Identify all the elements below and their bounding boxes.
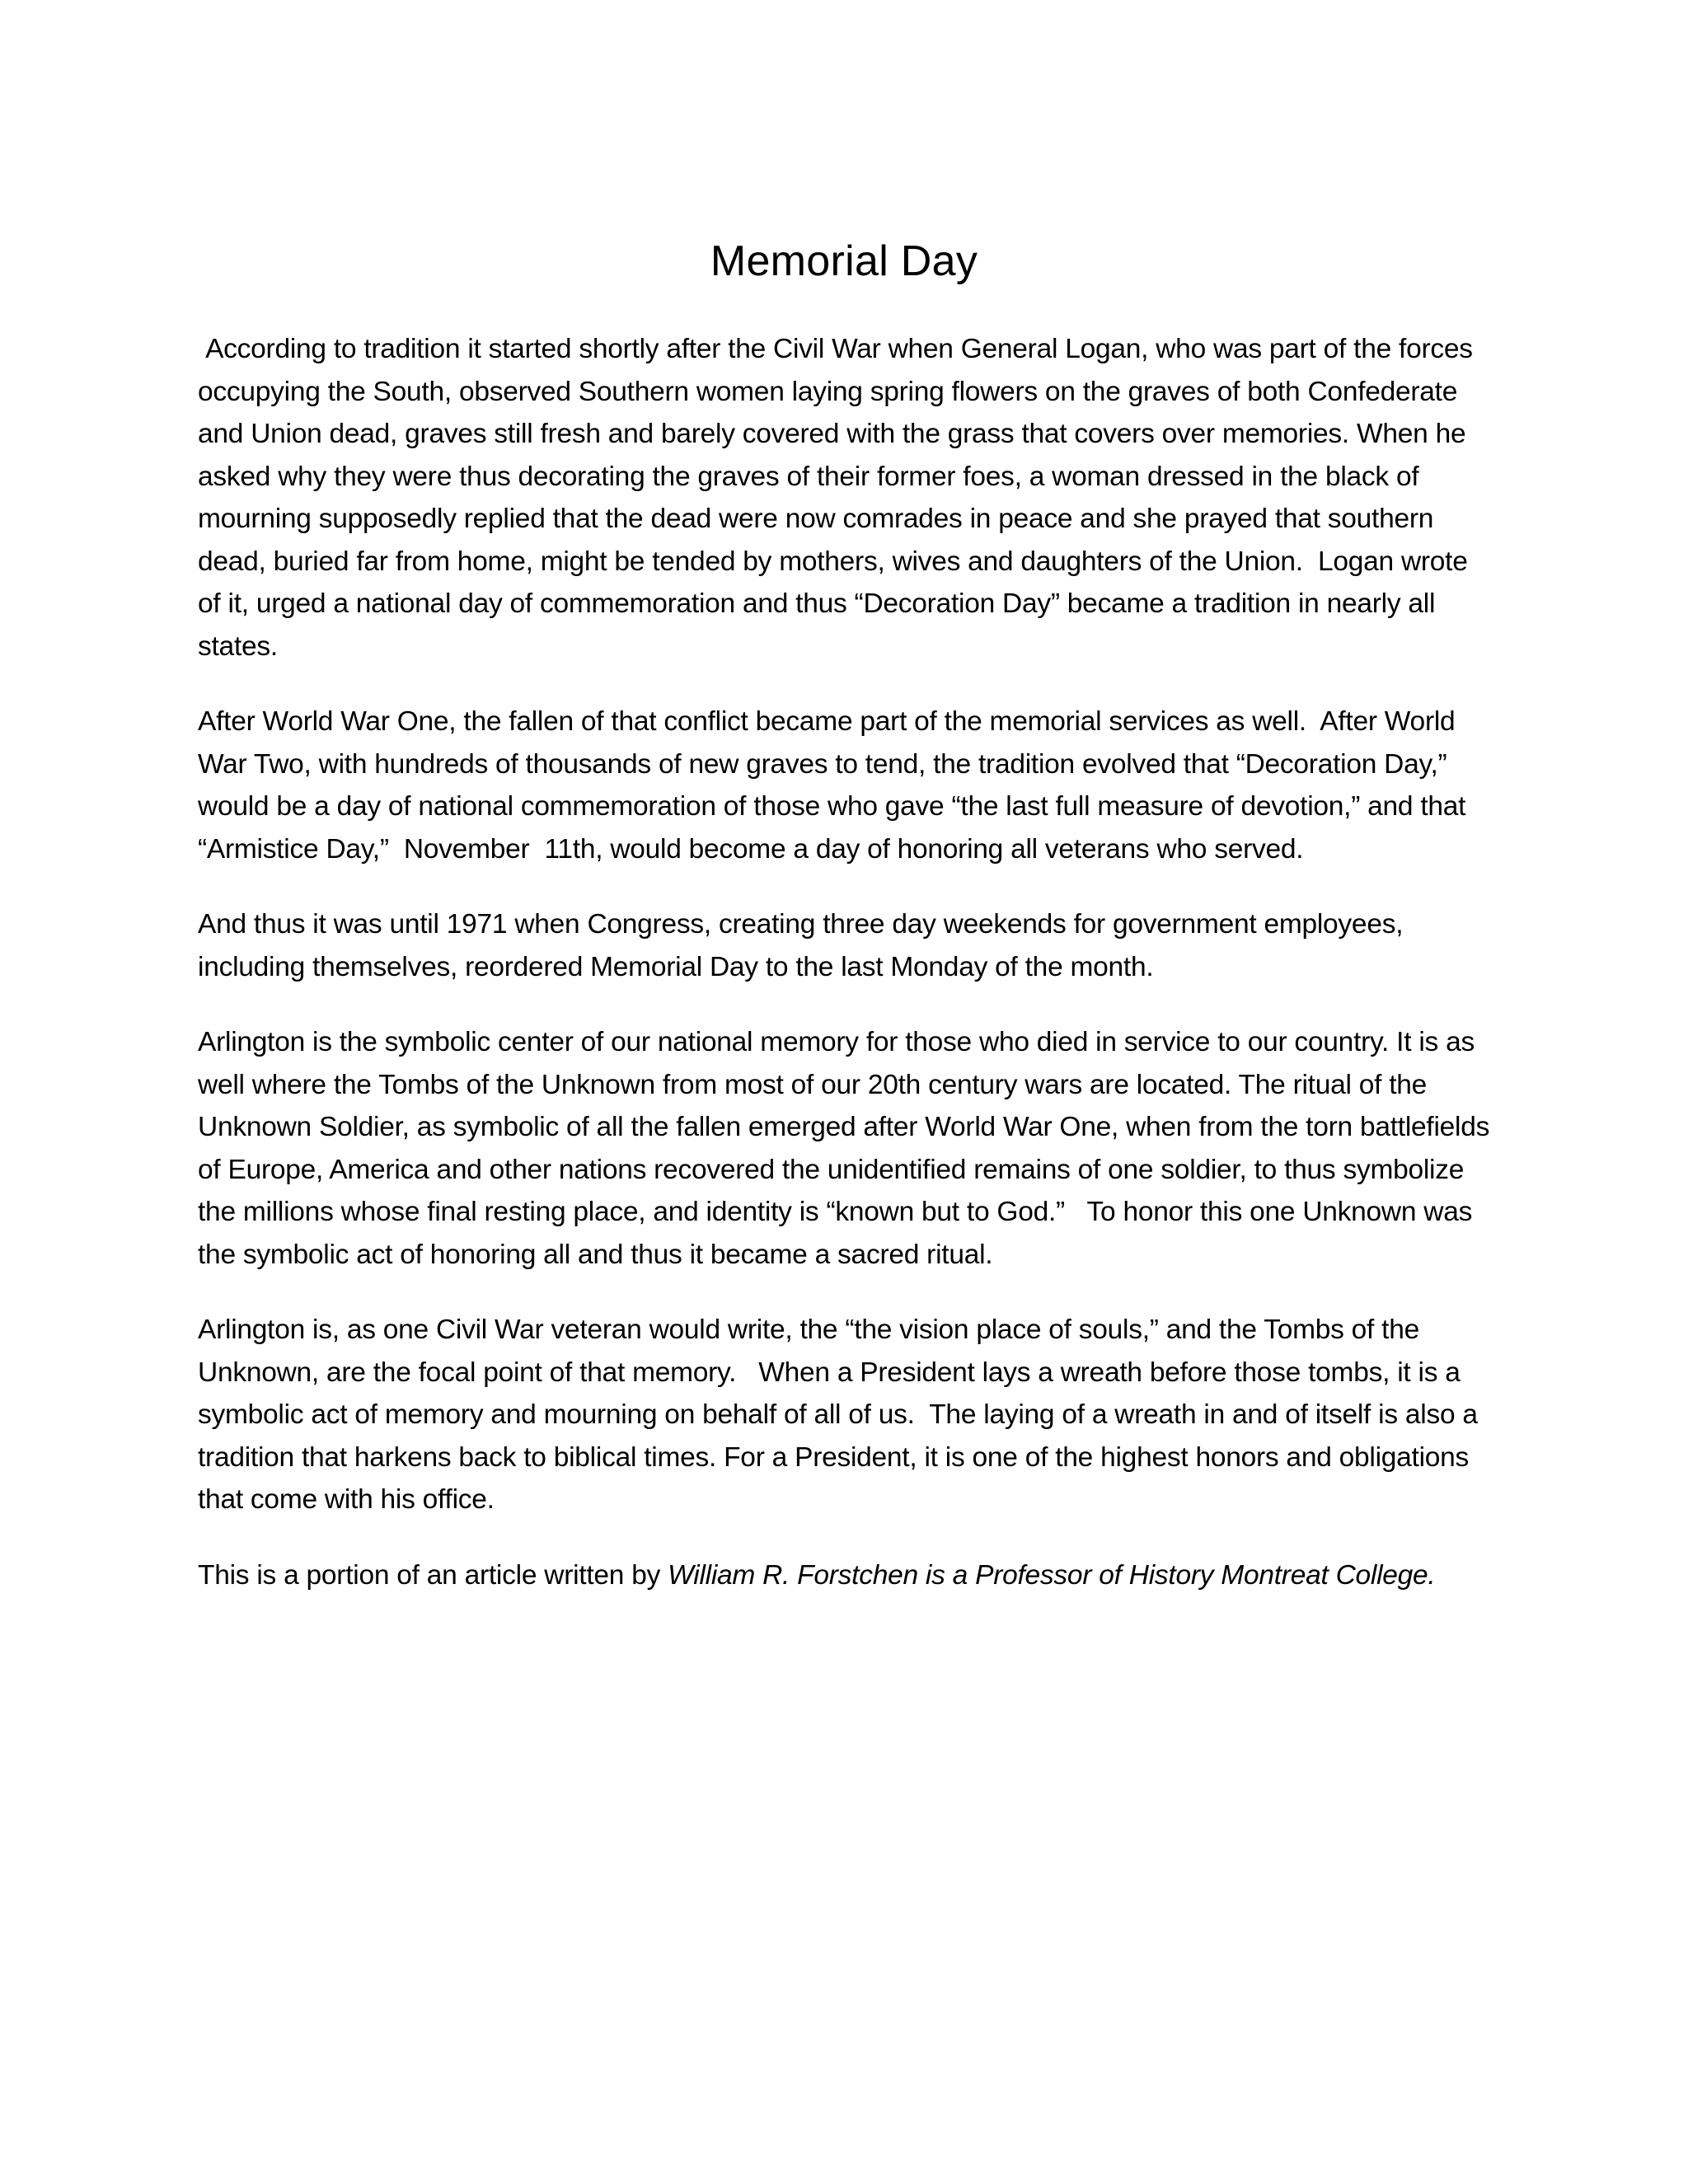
paragraph-congress-1971: And thus it was until 1971 when Congress, creating three day weekends for government employees, including themselves, reordered Memorial Day to the last Monday of the month.: [198, 909, 1411, 982]
article-body: [198, 328, 1496, 1596]
paragraph-world-wars: After World War One, the fallen of that conflict became part of the memorial services as well. After World War Two, with hundreds of thousands of new graves to tend, the tradition evolved that “Decoration Day,” would be a day of national commemoration of those who gave “the last full measure of devotion,” and that “Armistice Day,” November 11th, would become a day of honoring all veterans who served.: [198, 706, 1474, 865]
paragraph-origin: According to tradition it started shortly after the Civil War when General Logan, who was part of the forces occupying the South, observed Southern women laying spring flowers on the graves of both Confederate and Union dead, graves still fresh and barely covered with the grass that covers over memories. When he asked why they were thus decorating the graves of their former foes, a woman dressed in the black of mourning supposedly replied that the dead were now comrades in peace and she prayed that southern dead, buried far from home, might be tended by mothers, wives and daughters of the Union. Logan wrote of it, urged a national day of commemoration and thus “Decoration Day” became a tradition in nearly all states.: [198, 334, 1480, 662]
paragraph-arlington-unknown: Arlington is the symbolic center of our national memory for those who died in service to our country. It is as well where the Tombs of the Unknown from most of our 20th century wars are located. The ritual of the Unknown Soldier, as symbolic of all the fallen emerged after World War One, when from the torn battlefields of Europe, America and other nations recovered the unidentified remains of one soldier, to thus symbolize the millions whose final resting place, and identity is “known but to God.” To honor this one Unknown was the symbolic act of honoring all and thus it became a sacred ritual.: [198, 1027, 1498, 1270]
attribution-prefix: This is a portion of an article written by: [198, 1559, 668, 1591]
page-title: Memorial Day: [710, 237, 978, 285]
attribution-author: William R. Forstchen is a Professor of History Montreat College.: [668, 1559, 1436, 1591]
paragraph-vision-place: Arlington is, as one Civil War veteran would write, the “the vision place of souls,” and the Tombs of the Unknown, are the focal point of that memory. When a President lays a wreath before those tombs, it is a symbolic act of memory and mourning on behalf of all of us. The laying of a wreath in and of itself is also a tradition that harkens back to biblical times. For a President, it is one of the highest honors and obligations that come with his office.: [198, 1315, 1485, 1515]
attribution-line: [198, 1554, 1496, 1597]
